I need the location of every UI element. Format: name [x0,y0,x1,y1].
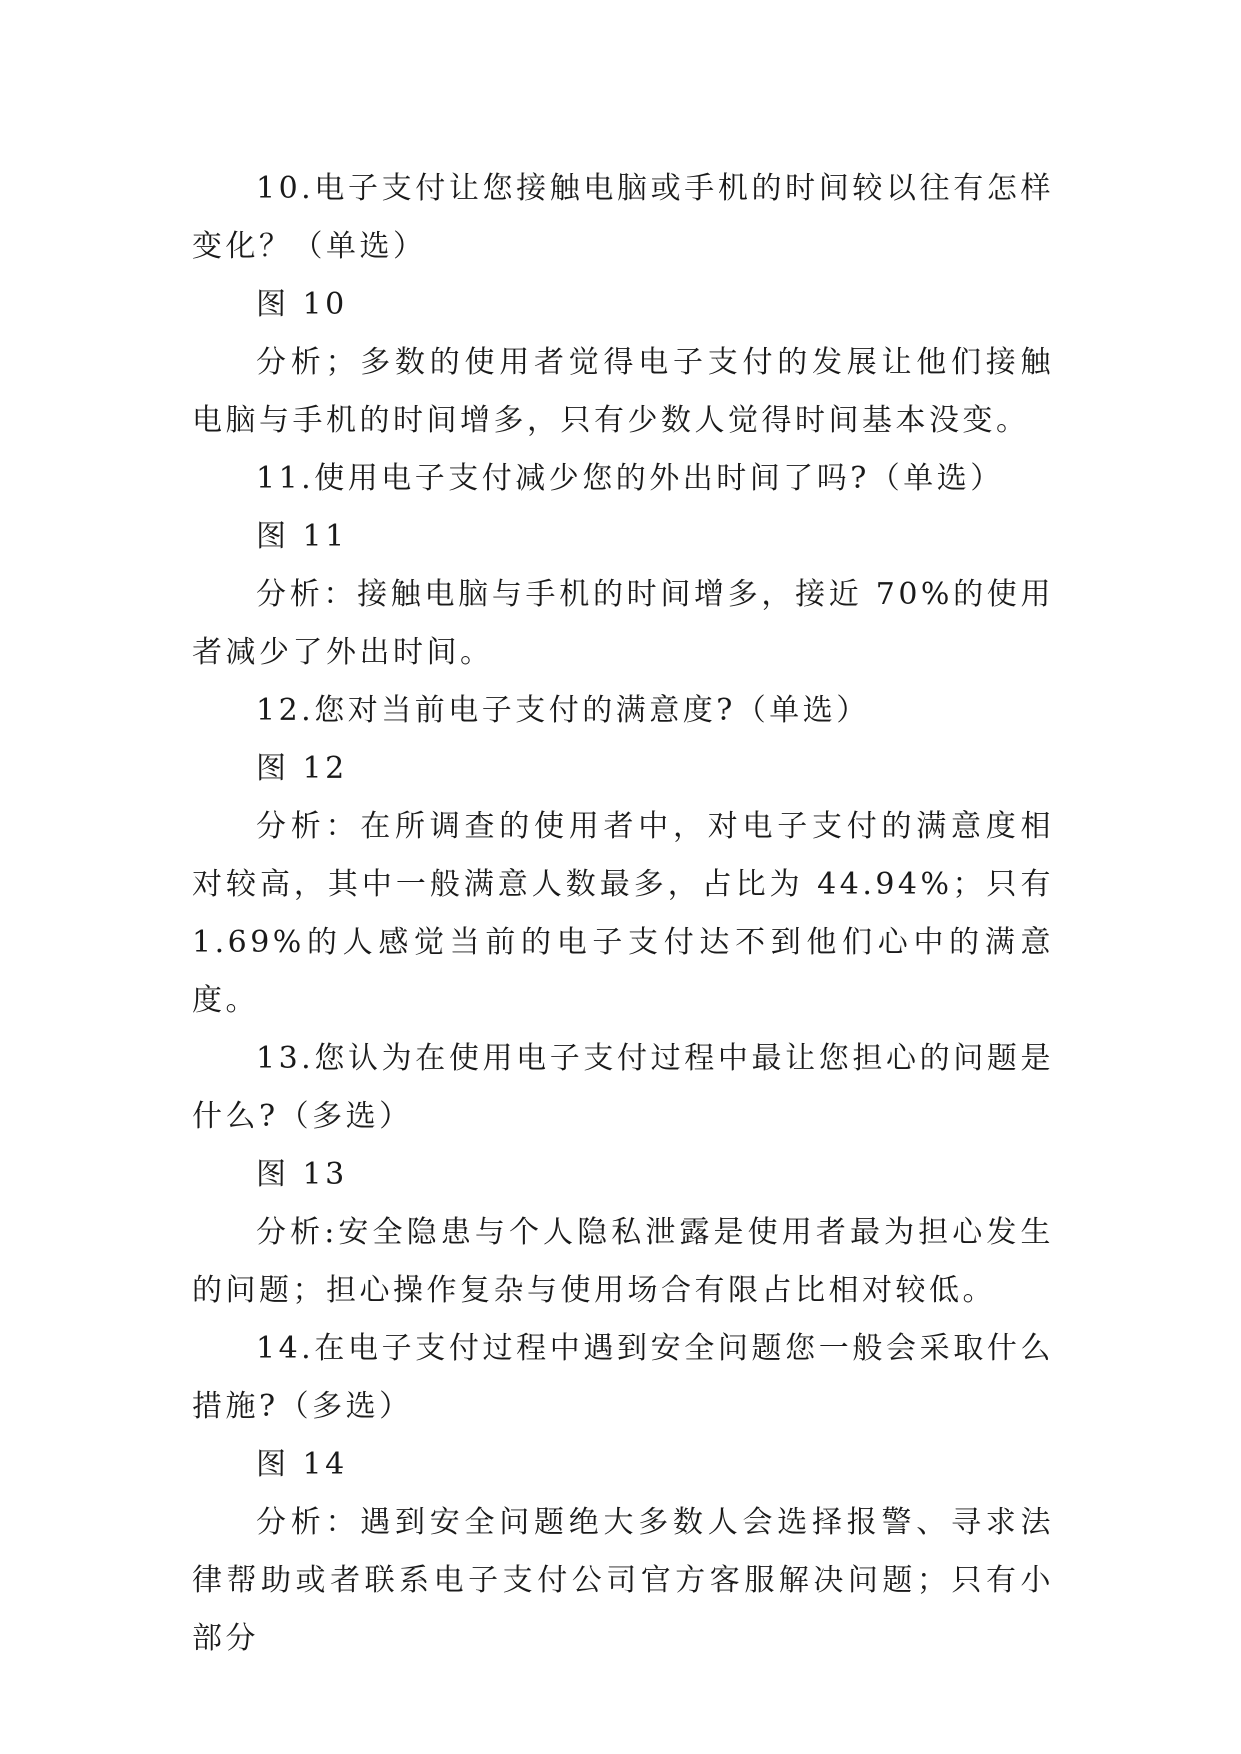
figure-label-12: 图 12 [256,751,348,786]
question-11: 11.使用电子支付减少您的外出时间了吗?（单选） [256,461,1004,496]
analysis-12: 分析：在所调查的使用者中，对电子支付的满意度相对较高，其中一般满意人数最多，占比为 44.94%；只有 1.69%的人感觉当前的电子支付达不到他们心中的满意度。 [192,809,1054,1018]
question-14: 14.在电子支付过程中遇到安全问题您一般会采取什么措施?（多选） [192,1331,1054,1424]
analysis-10: 分析；多数的使用者觉得电子支付的发展让他们接触电脑与手机的时间增多，只有少数人觉得时间基本没变。 [192,345,1054,438]
figure-label-10: 图 10 [256,287,348,322]
figure-label-14: 图 14 [256,1447,348,1482]
document-body [192,160,1054,1668]
question-12: 12.您对当前电子支付的满意度?（单选） [256,693,870,728]
figure-label-11: 图 11 [256,519,348,554]
analysis-13: 分析:安全隐患与个人隐私泄露是使用者最为担心发生的问题；担心操作复杂与使用场合有限占比相对较低。 [192,1215,1054,1308]
question-13: 13.您认为在使用电子支付过程中最让您担心的问题是什么?（多选） [192,1041,1054,1134]
question-10: 10.电子支付让您接触电脑或手机的时间较以往有怎样变化？（单选） [192,171,1054,264]
figure-label-13: 图 13 [256,1157,348,1192]
analysis-11: 分析：接触电脑与手机的时间增多，接近 70%的使用者减少了外出时间。 [192,577,1054,670]
analysis-14: 分析：遇到安全问题绝大多数人会选择报警、寻求法律帮助或者联系电子支付公司官方客服解决问题；只有小部分 [192,1505,1054,1656]
